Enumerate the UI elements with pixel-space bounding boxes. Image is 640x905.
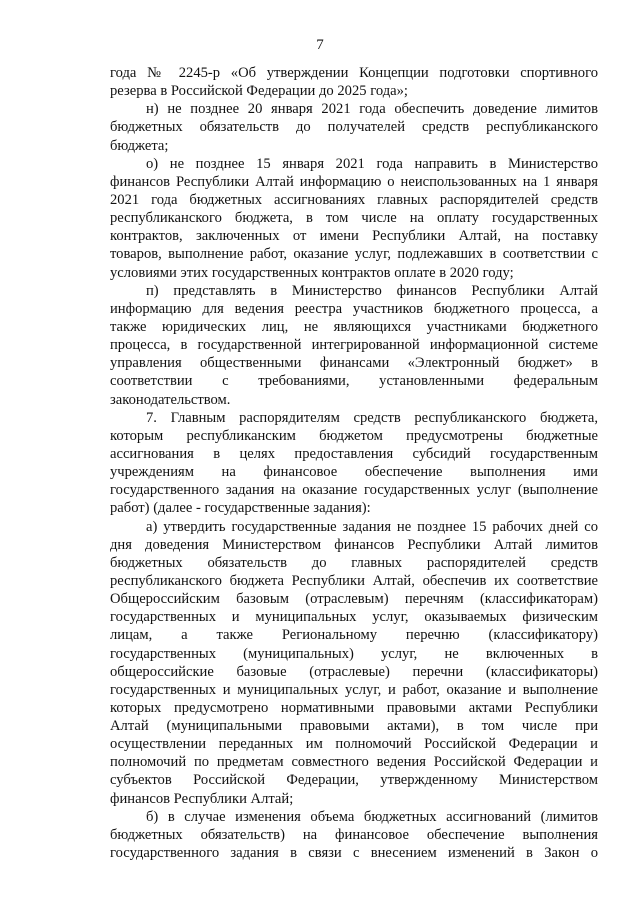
text-line: которых предусмотрено нормативными правовыми актами Республики — [110, 699, 598, 716]
text-line: финансов Республики Алтай; — [110, 790, 294, 807]
text-line: также юридических лиц, не являющихся участниками бюджетного — [110, 318, 598, 335]
text-line: б) в случае изменения объема бюджетных ассигнований (лимитов — [146, 808, 598, 825]
text-line: законодательством. — [110, 391, 231, 408]
text-line: государственного задания в связи с внесением изменений в Закон о — [110, 845, 598, 862]
text-line: бюджетных обязательств) на финансовое обеспечение выполнения — [110, 826, 598, 843]
text-line: товаров, выполнение работ, оказание услуг, подлежавших в соответствии с — [110, 246, 598, 263]
text-line: Алтай (муниципальными правовыми актами), в том числе при — [110, 718, 598, 735]
text-line: государственных и муниципальных услуг, и работ, оказание и выполнение — [110, 681, 598, 698]
text-line: 7. Главным распорядителям средств республиканского бюджета, — [146, 409, 598, 426]
text-line: процесса, в государственной интегрированной информационной системе — [110, 337, 598, 354]
text-line: полномочий по предметам совместного ведения Российской Федерации и — [110, 754, 598, 771]
document-body — [110, 64, 598, 862]
text-line: а) утвердить государственные задания не позднее 15 рабочих дней со — [146, 518, 598, 535]
text-line: года № 2245-р «Об утверждении Концепции подготовки спортивного — [110, 65, 598, 81]
text-line: общероссийские базовые (отраслевые) перечни (классификаторы) — [110, 663, 598, 680]
text-line: республиканского бюджета, в том числе на оплату государственных — [110, 210, 598, 227]
text-line: контрактов, заключенных от имени Республики Алтай, на поставку — [110, 228, 598, 245]
text-line: информацию для ведения реестра участников бюджетного процесса, а — [110, 300, 598, 317]
text-line: государственных и муниципальных услуг, оказываемых физическим — [110, 609, 598, 626]
text-line: бюджетных обязательств до главных распорядителей средств — [110, 554, 598, 571]
text-line: учреждениям на финансовое обеспечение выполнения ими — [110, 464, 598, 481]
text-line: бюджета; — [110, 137, 169, 154]
text-line: работ) (далее - государственные задания): — [110, 500, 371, 517]
text-line: н) не позднее 20 января 2021 года обеспечить доведение лимитов — [146, 101, 598, 118]
text-line: Общероссийским базовым (отраслевым) перечням (классификаторам) — [110, 591, 598, 608]
text-line: государственного задания на оказание государственных услуг (выполнение — [110, 482, 598, 499]
text-line: которым республиканским бюджетом предусмотрены бюджетные — [110, 427, 598, 444]
text-line: дня доведения Министерством финансов Республики Алтай лимитов — [110, 536, 598, 553]
page-number: 7 — [316, 37, 324, 53]
text-line: лицам, а также Региональному перечню (классификатору) — [110, 627, 598, 644]
text-line: государственных (муниципальных) услуг, не включенных в — [110, 645, 598, 662]
text-line: республиканского бюджета Республики Алтай, обеспечив их соответствие — [110, 572, 598, 589]
text-line: 2021 года бюджетных ассигнованиях главных распорядителей средств — [110, 191, 598, 208]
text-line: субъектов Российской Федерации, утвержденному Министерством — [110, 772, 598, 789]
text-line: п) представлять в Министерство финансов Республики Алтай — [146, 282, 598, 299]
text-line: ассигнования в целях предоставления субсидий государственным — [110, 445, 598, 462]
text-line: соответствии с требованиями, установленными федеральным — [110, 373, 598, 390]
text-line: управления общественными финансами «Электронный бюджет» в — [110, 355, 598, 372]
text-line: о) не позднее 15 января 2021 года направить в Министерство — [146, 155, 598, 172]
text-line: осуществлении переданных им полномочий Российской Федерации и — [110, 736, 598, 753]
text-line: условиями этих государственных контрактов оплате в 2020 году; — [110, 264, 514, 281]
text-line: резерва в Российской Федерации до 2025 года»; — [110, 83, 408, 100]
text-line: бюджетных обязательств до получателей средств республиканского — [110, 119, 598, 136]
text-line: финансов Республики Алтай информацию о неиспользованных на 1 января — [110, 173, 598, 190]
